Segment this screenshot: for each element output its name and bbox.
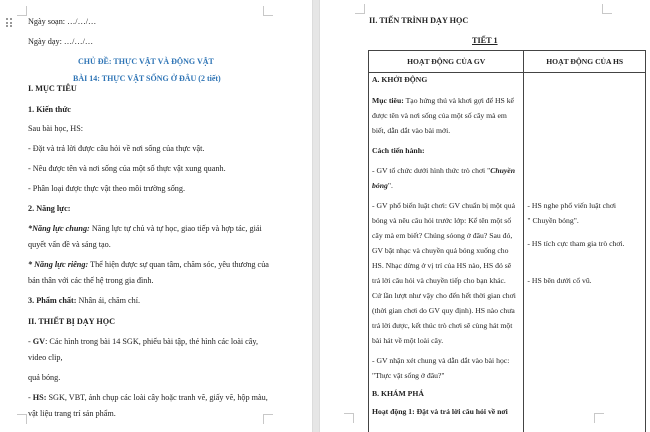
section-objectives: I. MỤC TIÊU <box>28 84 77 93</box>
crop-mark-bottom-left <box>344 413 354 423</box>
equipment-gv-cont: video clip, <box>28 353 63 362</box>
document-page-right <box>320 0 650 432</box>
lesson-plan-table <box>368 50 646 432</box>
hs-label: HS: <box>32 393 47 402</box>
goal-line: biết, dẫn dắt vào bài mới. <box>372 126 451 135</box>
step-line: GV bật nhạc và chuyền quả bóng xuống cho <box>372 246 509 255</box>
subsection-knowledge: 1. Kiến thức <box>28 105 71 114</box>
step-text: ". <box>387 181 393 190</box>
crop-mark-bottom-left <box>17 414 27 424</box>
part-a-heading: A. KHỞI ĐỘNG <box>372 75 428 84</box>
step-line: cây mà em biết? Chúng sóong ở đâu? Sau đó, <box>372 231 513 240</box>
step-line: trả lời được, kết thúc trò chơi sẽ cùng hát một <box>372 321 513 330</box>
knowledge-item: - Phân loại được thực vật theo môi trường sống. <box>28 184 186 193</box>
specific-competency-label: * Năng lực riêng: <box>28 260 89 269</box>
goal-line <box>372 96 514 106</box>
game-name: Chuyền <box>490 166 515 175</box>
specific-competency-cont: bản thân với các thế hệ trong gia đình. <box>28 276 154 285</box>
student-line: - HS nghe phổ viến luật chơi <box>527 201 617 210</box>
crop-mark-top-right <box>602 4 612 14</box>
date-prepared: Ngày soạn: …/…/… <box>28 17 97 26</box>
activity-1-heading: Hoạt động 1: Đặt và trả lời câu hỏi về nơi <box>372 407 508 416</box>
equipment-hs-cont: vật liệu trang trí sản phẩm. <box>28 409 116 418</box>
general-competency-cont: quyết vấn đề và sáng tạo. <box>28 240 111 249</box>
step-line: HS. Nhạc dừng ở vị trí của HS nào, HS đó sẽ <box>372 261 512 270</box>
gv-text: : Các hình trong bài 14 SGK, phiếu bài tập, thẻ hình các loài cây, <box>45 337 259 346</box>
hs-text: SGK, VBT, ảnh chụp các loài cây hoặc tranh vẽ, giấy vẽ, hộp màu, <box>46 393 268 402</box>
equipment-gv-cont2: quả bóng. <box>28 373 61 382</box>
topic-title: CHỦ ĐỀ: THỰC VẬT VÀ ĐỘNG VẬT <box>78 57 214 66</box>
section-equipment: II. THIẾT BỊ DẠY HỌC <box>28 317 115 326</box>
student-line: - HS bên dưới cổ vũ. <box>527 276 592 285</box>
step-line: (thời gian chơi do GV quy định). HS nào chưa <box>372 306 515 315</box>
step-line: Cứ lần lượt như vậy cho đến hết thời gian chơi <box>372 291 516 300</box>
step-line: "Thực vật sống ở đâu?" <box>372 371 445 380</box>
subsection-competency: 2. Năng lực: <box>28 204 71 213</box>
student-line: - HS tích cực tham gia trò chơi. <box>527 239 625 248</box>
specific-competency <box>28 260 269 270</box>
general-competency <box>28 224 262 234</box>
specific-competency-text: Thể hiện được sự quan tâm, chăm sóc, yêu thương của <box>88 260 269 269</box>
gv-label: GV <box>32 337 46 346</box>
step-line: bài hát về một loài cây. <box>372 336 444 345</box>
general-competency-label: *Năng lực chung: <box>28 224 90 233</box>
goal-label: Mục tiêu: <box>372 96 404 105</box>
crop-mark-top-left <box>355 4 365 14</box>
date-taught: Ngày dạy: …/…/… <box>28 37 94 46</box>
step-line: trả lời câu hỏi và chuyền tiếp cho bạn khác. <box>372 276 506 285</box>
period-title: TIẾT 1 <box>472 36 498 45</box>
knowledge-item: - Đặt và trả lời được câu hỏi về nơi sống của thực vật. <box>28 144 205 153</box>
page-gutter <box>312 0 320 432</box>
game-name: bóng <box>372 181 388 190</box>
goal-text: Tạo hứng thú và khơi gợi để HS kể <box>403 96 514 105</box>
quality <box>28 296 140 306</box>
step-line <box>372 166 515 176</box>
quality-text: Nhân ái, chăm chỉ. <box>76 296 141 305</box>
crop-mark-bottom-right <box>263 414 273 424</box>
header-student-activity: HOẠT ĐỘNG CỦA HS <box>524 51 646 73</box>
teacher-activity-cell <box>369 73 524 432</box>
section-procedure: II. TIẾN TRÌNH DẠY HỌC <box>369 16 469 25</box>
equipment-hs: - HS: SGK, VBT, ảnh chụp các loài cây hoặc tranh vẽ, giấy vẽ, hộp màu, <box>28 393 268 402</box>
quality-label: 3. Phẩm chất: <box>28 296 77 305</box>
document-page-left <box>0 0 312 432</box>
student-activity-cell <box>524 73 646 432</box>
header-teacher-activity: HOẠT ĐỘNG CỦA GV <box>369 51 524 73</box>
method-heading: Cách tiến hành: <box>372 146 425 155</box>
step-line <box>372 181 393 191</box>
general-competency-text: Năng lực tự chủ và tự học, giao tiếp và hợp tác, giải <box>89 224 262 233</box>
crop-mark-top-right <box>263 6 273 16</box>
step-line: - GV phổ biến luật chơi: GV chuẩn bị một quả <box>372 201 515 210</box>
knowledge-item: - Nêu được tên và nơi sống của một số thực vật xung quanh. <box>28 164 226 173</box>
equipment-gv: - GV: Các hình trong bài 14 SGK, phiếu bài tập, thẻ hình các loài cây, <box>28 337 259 346</box>
table-row <box>369 73 646 432</box>
goal-line: được tên và nơi sống của một số cây mà em <box>372 111 507 120</box>
crop-mark-top-left <box>17 6 27 16</box>
step-line: bóng và nêu câu hỏi trước lớp: Kể tên một số <box>372 216 512 225</box>
table-header-row <box>369 51 646 73</box>
after-lesson-text: Sau bài học, HS: <box>28 124 84 133</box>
student-line: " Chuyền bóng". <box>527 216 579 225</box>
lesson-title: BÀI 14: THỰC VẬT SỐNG Ở ĐÂU (2 tiết) <box>73 74 221 83</box>
step-text: - GV tổ chức dưới hình thức trò chơi " <box>372 166 491 175</box>
step-line: - GV nhận xét chung và dẫn dắt vào bài học: <box>372 356 510 365</box>
drag-handle-icon[interactable] <box>6 18 12 28</box>
part-b-heading: B. KHÁM PHÁ <box>372 389 424 398</box>
